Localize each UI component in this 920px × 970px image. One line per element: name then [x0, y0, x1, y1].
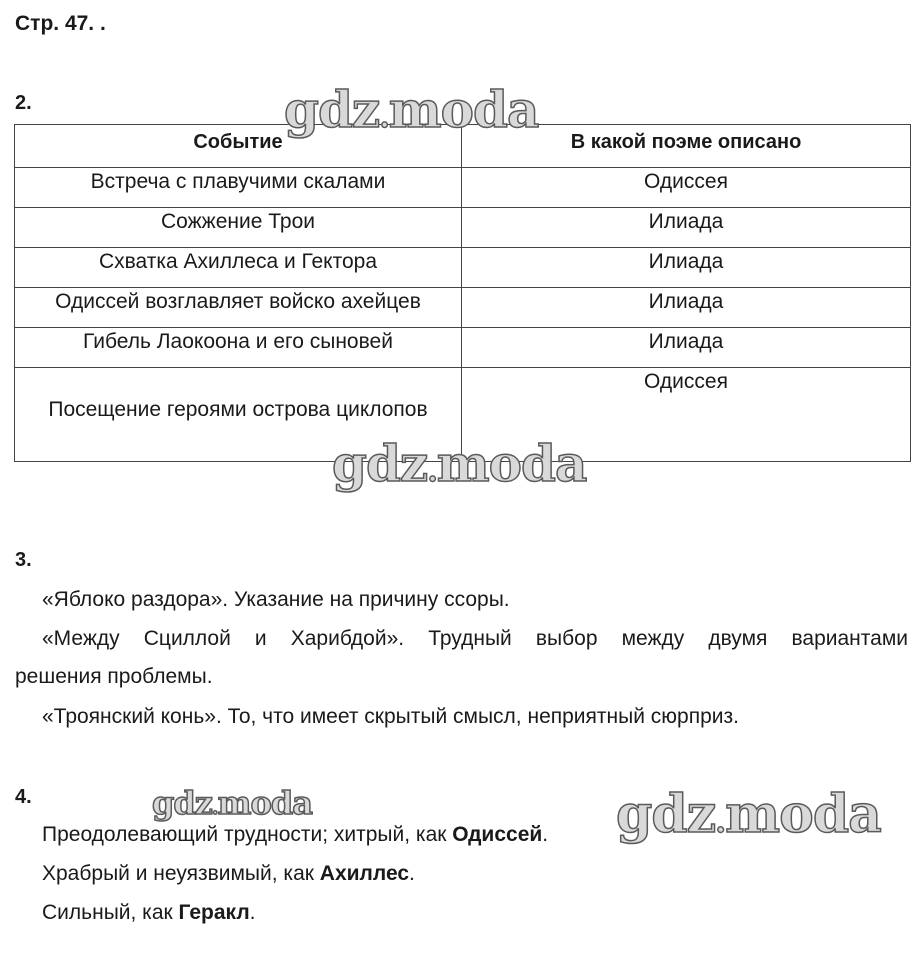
hero-punct: .	[249, 901, 256, 924]
hero-description: Преодолевающий трудности; хитрый, как	[42, 823, 453, 846]
watermark: gdz.moda	[284, 80, 539, 139]
events-table	[14, 124, 911, 462]
column-header-poem: В какой поэме описано	[462, 125, 911, 168]
hero-punct: .	[542, 823, 549, 846]
hero-punct: .	[409, 862, 415, 885]
section-2-number: 2.	[15, 92, 32, 114]
section-4-number: 4.	[15, 786, 32, 808]
table-row	[15, 288, 911, 328]
poem-cell: Илиада	[462, 208, 911, 248]
event-cell: Одиссей возглавляет войско ахейцев	[15, 288, 462, 328]
section-3-number: 3.	[15, 549, 32, 571]
event-cell: Посещение героями острова циклопов	[15, 368, 462, 462]
page-header: Стр. 47. .	[15, 12, 106, 35]
poem-cell: Одиссея	[462, 168, 911, 208]
event-cell: Встреча с плавучими скалами	[15, 168, 462, 208]
poem-cell: Илиада	[462, 288, 911, 328]
hero-line	[42, 900, 256, 926]
table-row	[15, 368, 911, 462]
watermark: gdz.moda	[332, 434, 587, 493]
idiom-line-continuation: решения проблемы.	[15, 665, 213, 688]
table-row	[15, 328, 911, 368]
table-row	[15, 248, 911, 288]
event-cell: Схватка Ахиллеса и Гектора	[15, 248, 462, 288]
hero-name: Ахиллес	[319, 862, 410, 885]
hero-line	[42, 822, 548, 848]
idiom-line: «Яблоко раздора». Указание на причину ссоры.	[42, 588, 510, 611]
watermark: gdz.moda	[152, 784, 312, 822]
event-cell: Сожжение Трои	[15, 208, 462, 248]
table-row	[15, 168, 911, 208]
hero-description: Сильный, как	[42, 901, 179, 924]
event-cell: Гибель Лаокоона и его сыновей	[15, 328, 462, 368]
poem-cell: Илиада	[462, 248, 911, 288]
column-header-event: Событие	[15, 125, 462, 168]
hero-description: Храбрый и неуязвимый, как	[42, 862, 320, 885]
table-row	[15, 208, 911, 248]
idiom-line: «Троянский конь». То, что имеет скрытый смысл, неприятный сюрприз.	[42, 705, 739, 728]
poem-cell: Одиссея	[462, 368, 911, 462]
poem-cell: Илиада	[462, 328, 911, 368]
hero-line	[42, 861, 415, 887]
watermark: gdz.moda	[616, 784, 881, 845]
hero-name: Одиссей	[452, 823, 543, 846]
table-header-row	[15, 125, 911, 168]
hero-name: Геракл	[178, 901, 250, 924]
idiom-line: «Между Сциллой и Харибдой». Трудный выбор между двумя вариантами	[42, 627, 908, 650]
